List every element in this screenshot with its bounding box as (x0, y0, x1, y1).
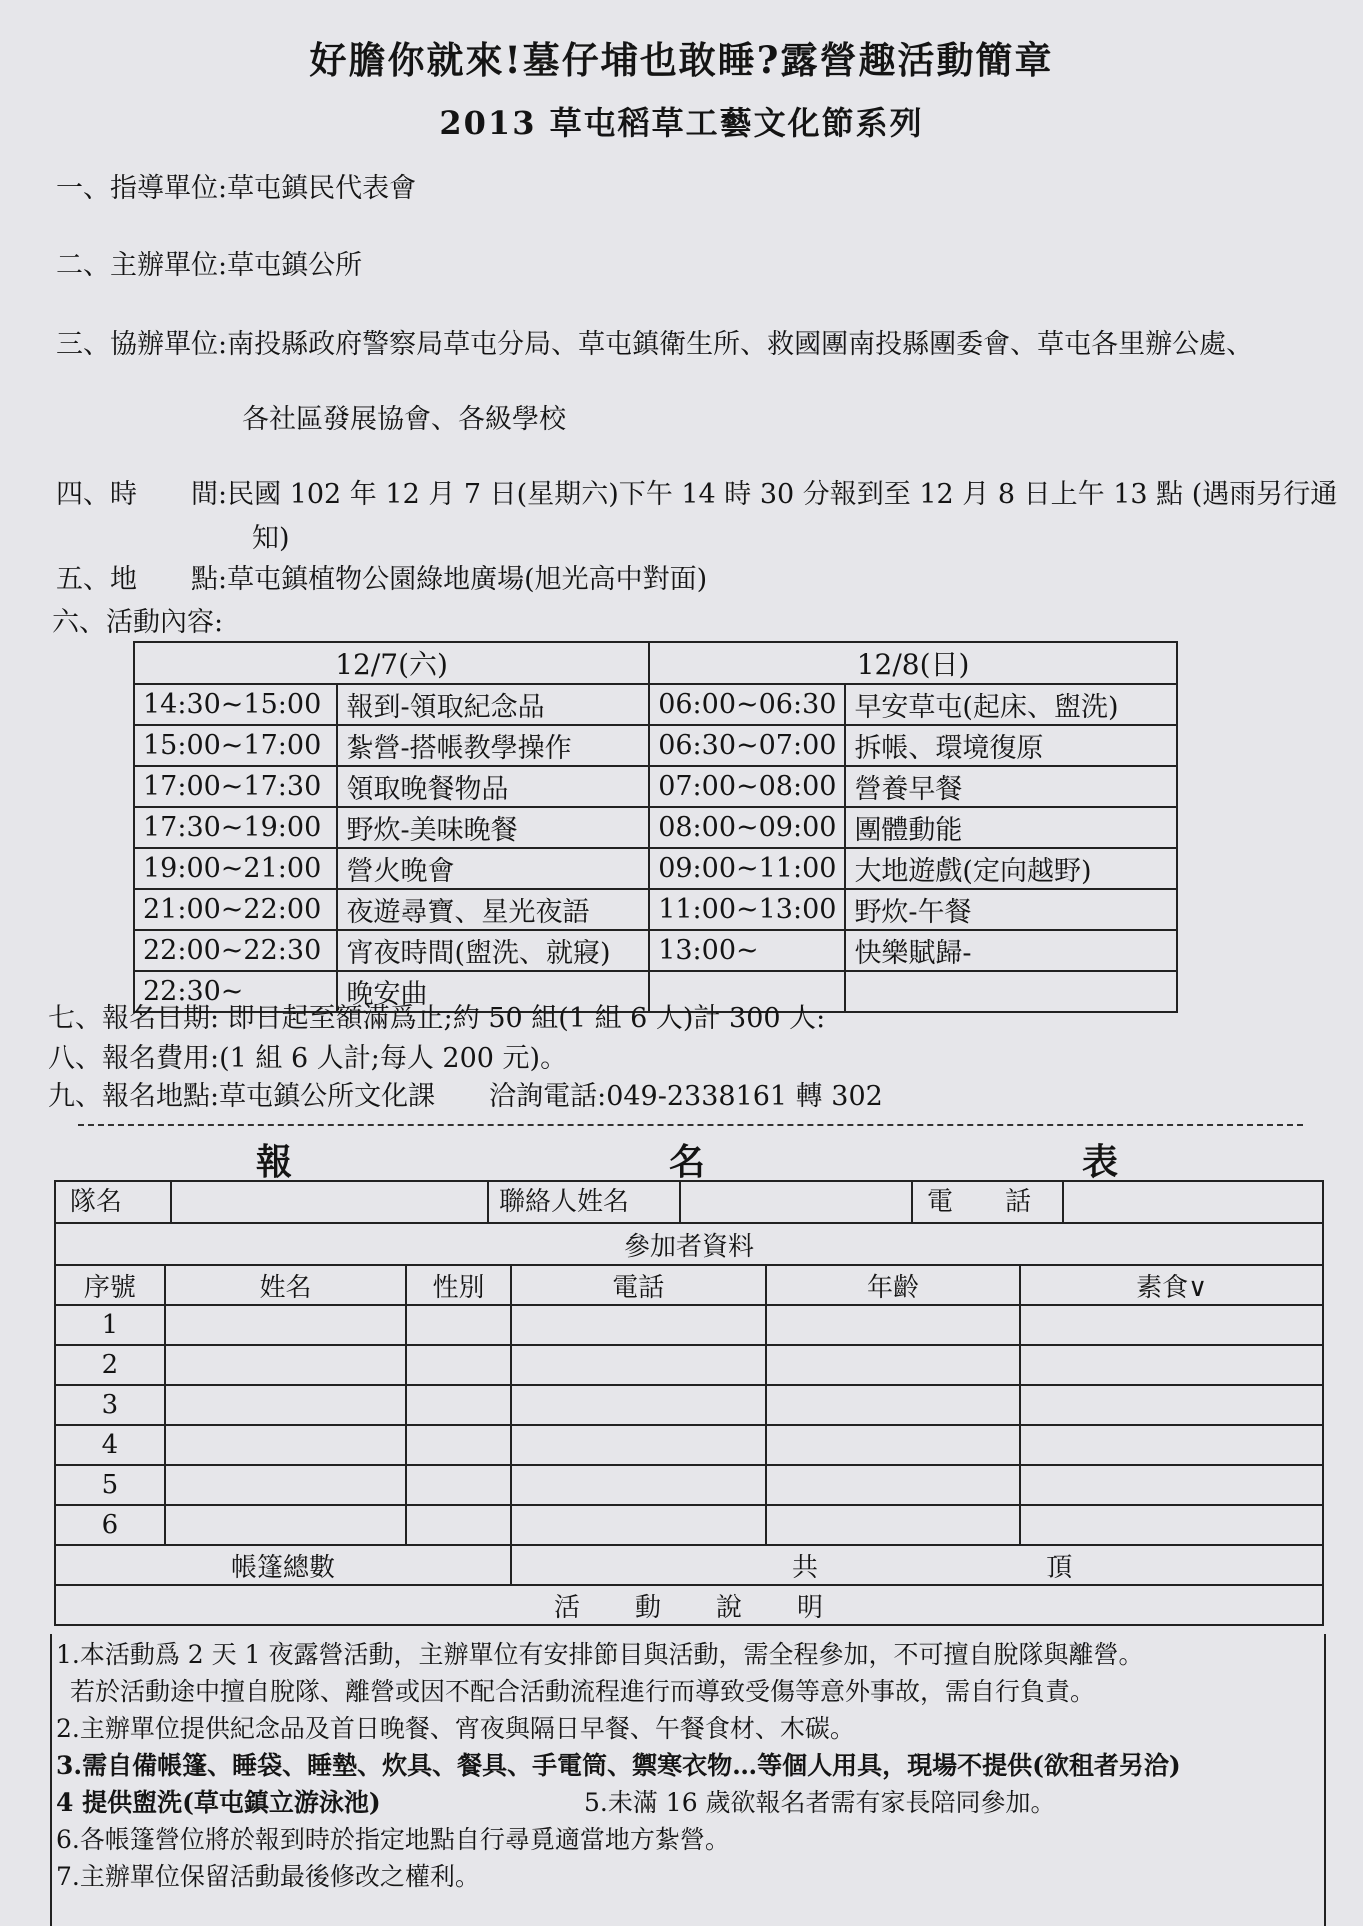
schedule-activity-day2: 快樂賦歸- (845, 930, 1177, 971)
info-value: 南投縣政府警察局草屯分局、草屯鎮衛生所、救國團南投縣團委會、草屯各里辦公處、 (227, 329, 1254, 360)
participant-gender-field[interactable] (406, 1385, 511, 1425)
participant-phone-field[interactable] (511, 1385, 766, 1425)
schedule-row (134, 766, 1177, 807)
schedule-activity-day2: 早安草屯(起床、盥洗) (845, 684, 1177, 725)
schedule-activity-day2 (845, 971, 1177, 1012)
document-subtitle: 2013 草屯稻草工藝文化節系列 (439, 104, 924, 142)
schedule-time-day2: 07:00~08:00 (649, 766, 845, 807)
info-value: 草屯鎮植物公園綠地廣場(旭光高中對面) (227, 564, 708, 595)
info-label: 六、活動內容: (52, 607, 224, 638)
column-header: 姓名 (165, 1265, 406, 1305)
participant-name-field[interactable] (165, 1345, 406, 1385)
participant-age-field[interactable] (766, 1465, 1021, 1505)
info-registration-fee: 八、報名費用:(1 組 6 人計;每人 200 元)。 (48, 1043, 568, 1074)
note-item: 6.各帳篷營位將於報到時於指定地點自行尋覓適當地方紮營。 (56, 1825, 730, 1854)
participant-row (55, 1385, 1323, 1425)
schedule-activity-day1: 報到-領取紀念品 (337, 684, 649, 725)
team-name-field[interactable] (172, 1182, 489, 1222)
schedule-row (134, 930, 1177, 971)
participant-gender-field[interactable] (406, 1425, 511, 1465)
schedule-time-day2: 13:00~ (649, 930, 845, 971)
participants-label: 參加者資料 (55, 1223, 1323, 1265)
info-registration-place: 九、報名地點:草屯鎮公所文化課 洽詢電話:049-2338161 轉 302 (48, 1081, 883, 1112)
column-header: 年齡 (766, 1265, 1021, 1305)
tent-unit-b: 頂 (1046, 1552, 1073, 1583)
form-title-char: 報 (256, 1141, 293, 1183)
note-item: 5.未滿 16 歲欲報名者需有家長陪同參加。 (584, 1788, 1056, 1817)
note-item: 4 提供盥洗(草屯鎮立游泳池) (56, 1788, 381, 1817)
participant-row (55, 1345, 1323, 1385)
schedule-time-day1: 15:00~17:00 (134, 725, 337, 766)
row-number: 1 (55, 1305, 165, 1345)
info-activity-content (52, 600, 223, 639)
info-value: 草屯鎮民代表會 (227, 173, 417, 204)
row-number: 3 (55, 1385, 165, 1425)
info-organizer (56, 243, 362, 282)
schedule-time-day2: 06:30~07:00 (649, 725, 845, 766)
notes-list (56, 1636, 1296, 1895)
schedule-time-day2: 11:00~13:00 (649, 889, 845, 930)
schedule-row (134, 807, 1177, 848)
schedule-activity-day1: 領取晚餐物品 (337, 766, 649, 807)
column-header: 電話 (511, 1265, 766, 1305)
row-number: 5 (55, 1465, 165, 1505)
note-item: 若於活動途中擅自脫隊、離營或因不配合活動流程進行而導致受傷等意外事故，需自行負責。 (70, 1677, 1096, 1706)
form-title-char: 名 (669, 1141, 706, 1183)
participant-vegetarian-field[interactable] (1020, 1345, 1323, 1385)
info-co-organizer (56, 322, 1253, 361)
info-label: 三、協辦單位: (56, 329, 228, 360)
row-number: 6 (55, 1505, 165, 1545)
schedule-day1-header: 12/7(六) (134, 642, 649, 684)
participant-vegetarian-field[interactable] (1020, 1425, 1323, 1465)
note-item: 2.主辦單位提供紀念品及首日晚餐、宵夜與隔日早餐、午餐食材、木碳。 (56, 1714, 855, 1743)
participant-row (55, 1425, 1323, 1465)
participant-gender-field[interactable] (406, 1465, 511, 1505)
info-label: 二、主辦單位: (56, 250, 228, 281)
schedule-activity-day2: 團體動能 (845, 807, 1177, 848)
schedule-table (133, 641, 1178, 1013)
registration-form (54, 1180, 1324, 1626)
info-label: 五、地 點: (56, 564, 228, 595)
participant-phone-field[interactable] (511, 1505, 766, 1545)
tent-count-field[interactable] (511, 1545, 1323, 1585)
schedule-activity-day2: 營養早餐 (845, 766, 1177, 807)
participant-name-field[interactable] (165, 1505, 406, 1545)
participant-name-field[interactable] (165, 1305, 406, 1345)
info-registration-date: 七、報名日期: 即日起至額滿爲止;約 50 組(1 組 6 人)計 300 人: (48, 1003, 826, 1034)
tent-row (55, 1545, 1323, 1585)
tent-unit-a: 共 (791, 1552, 818, 1583)
team-row (55, 1181, 1323, 1223)
schedule-time-day2: 08:00~09:00 (649, 807, 845, 848)
schedule-time-day1: 14:30~15:00 (134, 684, 337, 725)
info-label: 一、指導單位: (56, 173, 228, 204)
info-value: 草屯鎮公所 (227, 250, 363, 281)
participant-phone-field[interactable] (511, 1465, 766, 1505)
info-time-cont: 知) (252, 523, 290, 554)
participant-gender-field[interactable] (406, 1345, 511, 1385)
schedule-time-day1: 17:30~19:00 (134, 807, 337, 848)
schedule-activity-day2: 野炊-午餐 (845, 889, 1177, 930)
participant-age-field[interactable] (766, 1345, 1021, 1385)
participant-name-field[interactable] (165, 1465, 406, 1505)
participant-gender-field[interactable] (406, 1305, 511, 1345)
phone-label: 電 話 (913, 1182, 1064, 1222)
schedule-row (134, 725, 1177, 766)
participant-name-field[interactable] (165, 1385, 406, 1425)
info-value: 民國 102 年 12 月 7 日(星期六)下午 14 時 30 分報到至 12 月 8 日上午 13 點 (遇雨另行通 (227, 479, 1338, 510)
row-number: 2 (55, 1345, 165, 1385)
participant-row (55, 1505, 1323, 1545)
participants-header-row (55, 1223, 1323, 1265)
schedule-time-day1: 22:00~22:30 (134, 930, 337, 971)
schedule-day2-header: 12/8(日) (649, 642, 1177, 684)
notes-header: 活 動 說 明 (55, 1585, 1323, 1625)
participant-age-field[interactable] (766, 1505, 1021, 1545)
schedule-activity-day1: 宵夜時間(盥洗、就寢) (337, 930, 649, 971)
schedule-header-row (134, 642, 1177, 684)
schedule-time-day2: 09:00~11:00 (649, 848, 845, 889)
contact-label: 聯絡人姓名 (489, 1182, 681, 1222)
note-item-row (56, 1784, 1296, 1821)
schedule-activity-day2: 大地遊戲(定向越野) (845, 848, 1177, 889)
notes-header-row (55, 1585, 1323, 1625)
column-header: 素食∨ (1020, 1265, 1323, 1305)
schedule-row (134, 848, 1177, 889)
participant-gender-field[interactable] (406, 1505, 511, 1545)
phone-field[interactable] (1064, 1182, 1322, 1222)
note-item: 7.主辦單位保留活動最後修改之權利。 (56, 1862, 480, 1891)
column-header: 序號 (55, 1265, 165, 1305)
participant-vegetarian-field[interactable] (1020, 1465, 1323, 1505)
schedule-time-day2: 06:00~06:30 (649, 684, 845, 725)
info-time (56, 472, 1337, 511)
schedule-time-day1: 17:00~17:30 (134, 766, 337, 807)
participant-row (55, 1305, 1323, 1345)
schedule-row (134, 684, 1177, 725)
schedule-time-day1: 19:00~21:00 (134, 848, 337, 889)
schedule-activity-day1: 夜遊尋寶、星光夜語 (337, 889, 649, 930)
participant-age-field[interactable] (766, 1305, 1021, 1345)
participant-vegetarian-field[interactable] (1020, 1505, 1323, 1545)
participant-age-field[interactable] (766, 1385, 1021, 1425)
participant-age-field[interactable] (766, 1425, 1021, 1465)
info-co-organizer-cont: 各社區發展協會、各級學校 (242, 404, 566, 435)
team-label: 隊名 (56, 1182, 172, 1222)
info-label: 四、時 間: (56, 479, 228, 510)
schedule-row (134, 889, 1177, 930)
participant-phone-field[interactable] (511, 1305, 766, 1345)
participant-vegetarian-field[interactable] (1020, 1385, 1323, 1425)
form-title-char: 表 (1082, 1141, 1119, 1183)
participant-phone-field[interactable] (511, 1345, 766, 1385)
participant-vegetarian-field[interactable] (1020, 1305, 1323, 1345)
participant-name-field[interactable] (165, 1425, 406, 1465)
participant-row (55, 1465, 1323, 1505)
schedule-time-day1: 21:00~22:00 (134, 889, 337, 930)
contact-name-field[interactable] (681, 1182, 913, 1222)
schedule-activity-day2: 拆帳、環境復原 (845, 725, 1177, 766)
schedule-activity-day1: 晚安曲 (337, 971, 649, 1012)
info-guidance (56, 166, 416, 205)
document-title: 好膽你就來!墓仔埔也敢睡?露營趣活動簡章 (309, 38, 1054, 82)
note-item: 3.需自備帳篷、睡袋、睡墊、炊具、餐具、手電筒、禦寒衣物…等個人用具，現場不提供(欲租者另洽) (56, 1751, 1181, 1780)
row-number: 4 (55, 1425, 165, 1465)
schedule-activity-day1: 野炊-美味晚餐 (337, 807, 649, 848)
cut-line (78, 1124, 1303, 1126)
participant-phone-field[interactable] (511, 1425, 766, 1465)
column-header: 性別 (406, 1265, 511, 1305)
info-location (56, 557, 707, 596)
schedule-activity-day1: 營火晚會 (337, 848, 649, 889)
tent-label: 帳篷總數 (55, 1545, 511, 1585)
note-item: 1.本活動爲 2 天 1 夜露營活動，主辦單位有安排節目與活動，需全程參加，不可擅自脫隊與離營。 (56, 1640, 1144, 1669)
schedule-activity-day1: 紮營-搭帳教學操作 (337, 725, 649, 766)
schedule-time-day1: 22:30~ (134, 971, 337, 1012)
columns-header-row (55, 1265, 1323, 1305)
